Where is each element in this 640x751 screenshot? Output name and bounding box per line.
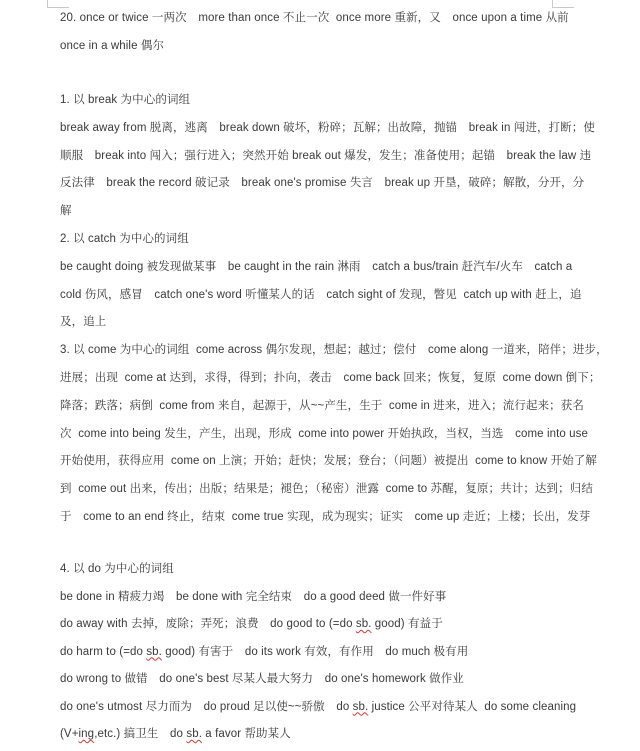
text-segment: 开始使用，获得应用 come on 上演；开始；赶快；发展；登台；（问题）被提出 come to know 开始了解 — [60, 455, 597, 468]
text-line — [60, 666, 578, 694]
text-segment: break away from 脱离，逃离 break down 破坏，粉碎；瓦解；出故障，抛锚 break in 闯进，打断；使 — [60, 121, 595, 134]
text-line — [60, 170, 585, 198]
text-line — [60, 504, 591, 532]
text-line — [60, 282, 582, 310]
text-line — [60, 448, 597, 476]
text-segment: 于 come to an end 终止，结束 come true 实现，成为现实；证实 come up 走近；上楼；长出，发芽 — [60, 510, 591, 523]
text-line — [60, 143, 592, 171]
text-line — [60, 198, 578, 226]
text-line — [60, 32, 578, 60]
text-segment: 反法律 break the record 破记录 break one's promise 失言 break up 开垦，破碎；解散，分开，分 — [60, 177, 585, 190]
text-segment: once in a while 偶尔 — [60, 40, 165, 52]
text-line — [60, 584, 578, 612]
sections-break-catch-come — [60, 87, 608, 532]
text-segment: do away with 去掉，废除；弄死；浪费 do good to (=do — [60, 618, 356, 630]
text-segment: do wrong to 做错 do one's best 尽某人最大努力 do one's homework 做作业 — [60, 673, 464, 685]
text-segment: ,etc.) 搞卫生 do — [94, 728, 187, 740]
item-20-once-phrases — [60, 4, 578, 60]
text-line — [60, 4, 578, 32]
text-segment: (V+ — [60, 728, 79, 740]
text-line — [60, 611, 578, 639]
text-segment: 4. 以 do 为中心的词组 — [60, 563, 174, 575]
text-segment: justice 公平对待某人 do some cleaning — [368, 700, 577, 713]
text-line — [60, 721, 578, 749]
text-segment: good) 有益于 — [371, 618, 443, 630]
text-line — [60, 421, 589, 449]
text-line — [60, 337, 608, 365]
text-segment: 进展；出现 come at 达到，求得，得到；扑向，袭击 come back 回来；恢复，复原 come down 倒下； — [60, 371, 601, 384]
text-segment: 3. 以 come 为中心的词组 come across 偶尔发现，想起；越过；偿付 come along 一道来，陪伴；进步， — [60, 344, 608, 357]
text-segment: be done in 精疲力竭 be done with 完全结束 do a good deed 做一件好事 — [60, 590, 447, 603]
text-segment: be caught doing 被发现做某事 be caught in the rain 淋雨 catch a bus/train 赶汽车/火车 catch a — [60, 260, 573, 273]
text-line — [60, 694, 578, 722]
text-segment: 1. 以 break 为中心的词组 — [60, 94, 191, 106]
misspelled-word: ing — [78, 728, 95, 740]
text-segment: 降落；跌落；病倒 come from 来自，起源于，从~~产生，生于 come in 进来，进入；流行起来；获名 — [60, 399, 584, 412]
text-segment: 顺服 break into 闯入；强行进入；突然开始 break out 爆发，发生；准备使用；起锚 break the law 违 — [60, 149, 592, 162]
section-do — [60, 556, 578, 749]
text-line — [60, 87, 578, 115]
text-line — [60, 556, 578, 584]
text-line — [60, 115, 595, 143]
text-segment: do one's utmost 尽力而为 do proud 足以使~~骄傲 do — [60, 700, 353, 713]
misspelled-word: sb. — [355, 618, 372, 630]
text-line — [60, 254, 578, 282]
text-segment: 2. 以 catch 为中心的词组 — [60, 232, 189, 245]
text-line — [60, 393, 584, 421]
text-segment: 20. once or twice 一两次 more than once 不止一次 once more 重新，又 once upon a time 从前 — [60, 12, 569, 24]
text-segment: 及，追上 — [60, 316, 107, 329]
text-segment: do harm to (=do — [60, 645, 147, 658]
text-line — [60, 365, 601, 393]
text-segment: 次 come into being 发生，产生，出现，形成 come into power 开始执政，当权，当选 come into use — [60, 427, 589, 440]
misspelled-word: sb. — [352, 700, 369, 713]
misspelled-word: sb. — [146, 645, 162, 658]
text-line — [60, 309, 578, 337]
text-segment: a favor 帮助某人 — [202, 728, 291, 740]
text-line — [60, 639, 578, 667]
text-segment: good) 有害于 do its work 有效，有作用 do much 极有用 — [161, 645, 469, 658]
text-segment: 解 — [60, 205, 72, 218]
text-segment: cold 伤风，感冒 catch one's word 听懂某人的话 catch sight of 发现，瞥见 catch up with 赶上，追 — [60, 288, 582, 301]
text-segment: 到 come out 出来，传出；出版；结果是；褪色；（秘密）泄露 come to 苏醒，复原；共计；达到；归结 — [60, 483, 593, 496]
text-line — [60, 226, 578, 254]
misspelled-word: sb. — [186, 728, 202, 740]
text-line — [60, 476, 593, 504]
